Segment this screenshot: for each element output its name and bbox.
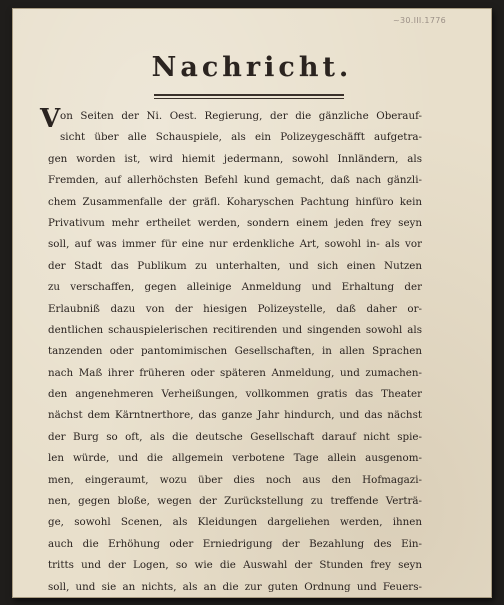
text-line: nächst dem Kärntnerthore, das ganze Jahr hindurch, und das nächst: [48, 409, 422, 422]
text-line: tritts und der Logen, so wie die Auswahl der Stunden frey seyn: [48, 559, 422, 572]
text-line: Fremden, auf allerhöchsten Befehl kund gemacht, daß nach gänzli-: [48, 174, 422, 187]
archive-handwritten-note: ~30.III.1776: [392, 16, 446, 25]
title-rule: [154, 94, 344, 96]
text-line: ge, sowohl Scenen, als Kleidungen dargeliehen werden, ihnen: [48, 516, 422, 529]
text-line: dentlichen schauspielerischen recitirenden und singenden sowohl als: [48, 323, 422, 336]
text-line: nen, gegen bloße, wegen der Zurückstellung zu treffende Verträ-: [48, 495, 422, 508]
text-line: den angenehmeren Verheißungen, vollkommen gratis das Theater: [48, 388, 422, 401]
text-line: sicht über alle Schauspiele, als ein Polizeygeschäfft aufgetra-: [60, 131, 422, 144]
text-line: nach Maß ihrer früheren oder späteren Anmeldung, und zumachen-: [48, 366, 422, 379]
text-line: chem Zusammenfalle der gräfl. Koharyschen Pachtung hinfüro kein: [48, 195, 422, 208]
document-body: [48, 106, 422, 598]
text-line: zu verschaffen, gegen alleinige Anmeldung und Erhaltung der: [48, 281, 422, 294]
drop-cap: V: [40, 104, 61, 134]
text-line: der Burg so oft, als die deutsche Gesellschaft darauf nicht spie-: [48, 430, 422, 443]
text-line: Erlaubniß dazu von der hiesigen Polizeystelle, daß daher or-: [48, 302, 422, 315]
text-line: gen worden ist, wird hiemit jedermann, sowohl Innländern, als: [48, 152, 422, 165]
text-line: tanzenden oder pantomimischen Gesellschaften, in allen Sprachen: [48, 345, 422, 358]
text-line: on Seiten der Ni. Oest. Regierung, der die gänzliche Oberauf-: [60, 110, 422, 122]
text-line: men, eingeraumt, wozu über dies noch aus den Hofmagazi-: [48, 473, 422, 486]
text-line: Privativum mehr ertheilet werden, sondern einem jeden frey seyn: [48, 216, 422, 229]
document-title: Nachricht.: [151, 52, 353, 83]
text-line: soll, und sie an nichts, als an die zur guten Ordnung und Feuers-: [48, 580, 422, 593]
text-line: soll, auf was immer für eine nur erdenkliche Art, sowohl in- als vor: [48, 238, 422, 251]
text-line: auch die Erhöhung oder Erniedrigung der Bezahlung des Ein-: [48, 537, 422, 550]
text-line: len würde, und die allgemein verbotene Tage allein ausgenom-: [48, 452, 422, 465]
text-line: der Stadt das Publikum zu unterhalten, und sich einen Nutzen: [48, 259, 422, 272]
